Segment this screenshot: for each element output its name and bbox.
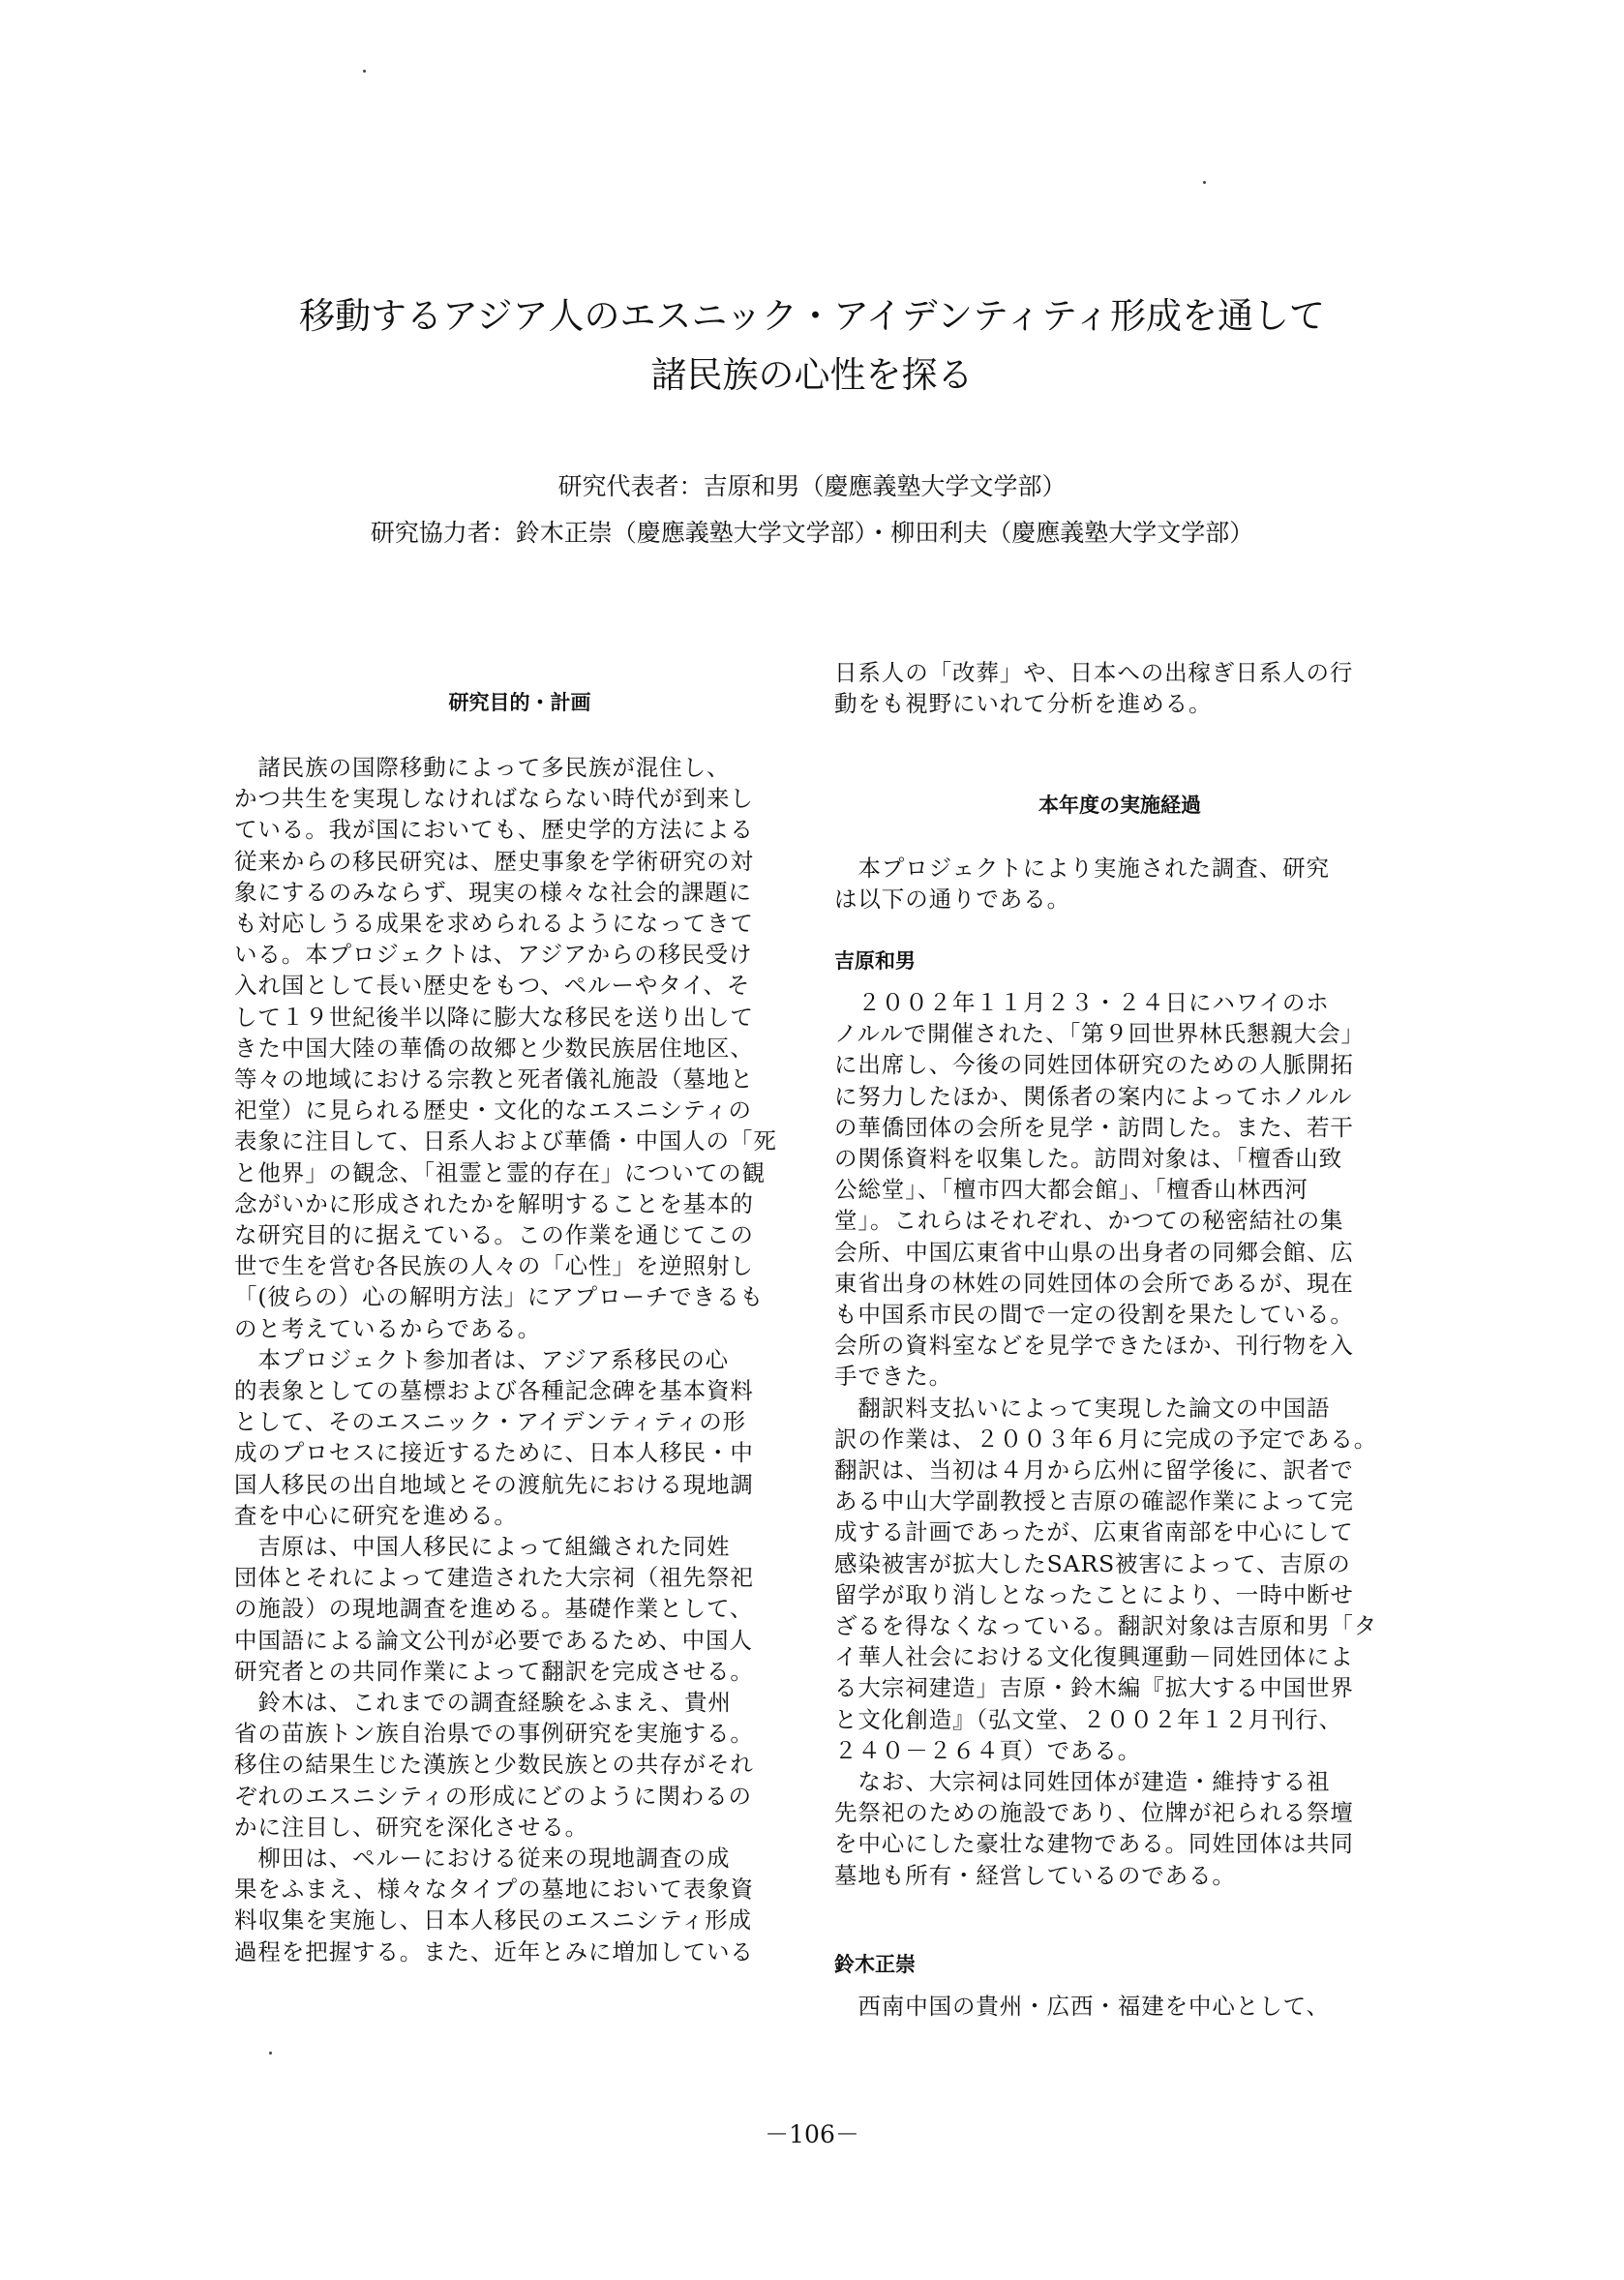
- text-line: ぞれのエスニシティの形成にどのように関わるの: [234, 1782, 752, 1810]
- text-line: 手できた。: [834, 1363, 952, 1391]
- text-line: 堂」。これらはそれぞれ、かつての秘密結社の集: [834, 1207, 1344, 1235]
- scan-speck: [1203, 181, 1206, 184]
- section-heading-progress: 本年度の実施経過: [1038, 794, 1201, 817]
- text-line: に出席し、今後の同姓団体研究のための人脈開拓: [834, 1051, 1354, 1079]
- text-line: も中国系市民の間で一定の役割を果たしている。: [834, 1301, 1354, 1328]
- text-line: 吉原は、中国人移民によって組織された同姓: [234, 1533, 731, 1560]
- text-span: 研究協力者：鈴木正崇（慶應義塾大学文学部）・柳田利夫（慶應義塾大学文学部）: [370, 519, 1254, 547]
- text-line: 諸民族の国際移動によって多民族が混住し、: [234, 754, 731, 781]
- text-line: と文化創造』（弘文堂、２００２年１２月刊行、: [834, 1705, 1343, 1733]
- principal-investigator: [0, 467, 1624, 502]
- text-line: 果をふまえ、様々なタイプの墓地において表象資: [234, 1875, 755, 1904]
- text-line: 査を中心に研究を進める。: [234, 1501, 518, 1529]
- text-line: 象にするのみならず、現実の様々な社会的課題に: [234, 878, 752, 906]
- page-number: －106－: [765, 2120, 859, 2148]
- text-line: ノルルで開催された、「第９回世界林氏懇親大会」: [834, 1020, 1365, 1048]
- text-line: 感染被害が拡大したSARS被害によって、吉原の: [834, 1549, 1351, 1577]
- text-line: 祀堂）に見られる歴史・文化的なエスニシティの: [234, 1096, 752, 1125]
- text-span: 研究代表者：吉原和男（慶應義塾大学文学部）: [557, 472, 1067, 500]
- text-line: 省の苗族トン族自治県での事例研究を実施する。: [234, 1720, 754, 1748]
- member-heading-suzuki: 鈴木正崇: [834, 1953, 916, 1976]
- text-line: に努力したほか、関係者の案内によってホノルル: [834, 1082, 1353, 1110]
- paper-title-line-2: [0, 345, 1624, 398]
- text-line: 東省出身の林姓の同姓団体の会所であるが、現在: [834, 1269, 1354, 1297]
- text-line: 表象に注目して、日系人および華僑・中国人の「死: [234, 1127, 777, 1155]
- text-line: 翻訳料支払いによって実現した論文の中国語: [834, 1394, 1331, 1422]
- text-line: は以下の通りである。: [834, 885, 1070, 914]
- text-line: 国人移民の出自地域とその渡航先における現地調: [234, 1470, 754, 1498]
- text-line: ている。我が国においても、歴史学的方法による: [234, 816, 754, 844]
- text-line: 鈴木は、これまでの調査経験をふまえ、貴州: [234, 1689, 732, 1716]
- text-line: る大宗祠建造」吉原・鈴木編『拡大する中国世界: [834, 1674, 1354, 1702]
- text-line: ざるを得なくなっている。翻訳対象は吉原和男「タ: [834, 1612, 1378, 1639]
- text-line: 訳の作業は、２００３年６月に完成の予定である。: [834, 1425, 1378, 1453]
- section-heading-purpose: 研究目的・計画: [448, 691, 591, 714]
- text-line: 会所の資料室などを見学できたほか、刊行物を入: [834, 1332, 1354, 1360]
- text-line: 本プロジェクトにより実施された調査、研究: [834, 855, 1330, 882]
- text-line: ２００２年１１月２３・２４日にハワイのホ: [834, 989, 1330, 1016]
- text-line: の華僑団体の会所を見学・訪問した。また、若干: [834, 1113, 1354, 1141]
- text-line: 西南中国の貴州・広西・福建を中心として、: [834, 1993, 1330, 2020]
- text-line: 団体とそれによって建造された大宗祠（祖先祭祀: [234, 1564, 754, 1592]
- text-line: も対応しうる成果を求められるようになってきて: [234, 910, 754, 937]
- text-line: 本プロジェクト参加者は、アジア系移民の心: [234, 1345, 729, 1373]
- text-line: の施設）の現地調査を進める。基礎作業として、: [234, 1595, 754, 1623]
- text-line: 入れ国として長い歴史をもつ、ペルーやタイ、そ: [234, 972, 751, 1000]
- co-investigators: [0, 514, 1624, 549]
- text-line: 世で生を営む各民族の人々の「心性」を逆照射し: [234, 1252, 754, 1280]
- text-line: 等々の地域における宗教と死者儀礼施設（墓地と: [234, 1065, 754, 1093]
- text-line: いる。本プロジェクトは、アジアからの移民受け: [234, 941, 753, 969]
- paper-title-line-1: [0, 286, 1624, 339]
- text-span: 移動するアジア人のエスニック・アイデンティティ形成を通して: [298, 295, 1326, 337]
- text-line: な研究目的に据えている。この作業を通じてこの: [234, 1221, 754, 1248]
- text-line: 公総堂」、「檀市四大都会館」、「檀香山林西河: [834, 1176, 1308, 1204]
- text-line: 墓地も所有・経営しているのである。: [834, 1861, 1236, 1889]
- text-line: 念がいかに形成されたかを解明することを基本的: [234, 1189, 754, 1217]
- text-line: と他界」の観念、「祖霊と霊的存在」についての観: [234, 1158, 766, 1186]
- text-line: 日系人の「改葬」や、日本への出稼ぎ日系人の行: [834, 659, 1354, 686]
- text-line: として、そのエスニック・アイデンティティの形: [234, 1408, 747, 1436]
- text-line: 従来からの移民研究は、歴史事象を学術研究の対: [234, 847, 754, 875]
- text-line: 的表象としての墓標および各種記念碑を基本資料: [234, 1377, 754, 1404]
- text-line: して１９世紀後半以降に膨大な移民を送り出して: [234, 1003, 754, 1031]
- text-line: 会所、中国広東省中山県の出身者の同郷会館、広: [834, 1238, 1354, 1266]
- text-line: 翻訳は、当初は４月から広州に留学後に、訳者で: [834, 1456, 1354, 1484]
- text-line: ２４０－２６４頁）である。: [834, 1736, 1142, 1764]
- member-heading-yoshihara: 吉原和男: [834, 949, 916, 973]
- text-span: 諸民族の心性を探る: [650, 354, 974, 396]
- text-line: 「(彼らの）心の解明方法」にアプローチできるも: [234, 1283, 764, 1311]
- text-line: ある中山大学副教授と吉原の確認作業によって完: [834, 1487, 1354, 1515]
- text-line: 成のプロセスに接近するために、日本人移民・中: [234, 1439, 754, 1467]
- text-line: の関係資料を収集した。訪問対象は、「檀香山致: [834, 1145, 1343, 1172]
- text-line: イ華人社会における文化復興運動－同姓団体によ: [834, 1643, 1354, 1671]
- text-line: のと考えているからである。: [234, 1314, 541, 1342]
- text-line: 成する計画であったが、広東省南部を中心にして: [834, 1518, 1354, 1546]
- text-line: かに注目し、研究を深化させる。: [234, 1813, 588, 1841]
- text-line: 研究者との共同作業によって翻訳を完成させる。: [234, 1657, 754, 1685]
- text-line: きた中国大陸の華僑の故郷と少数民族居住地区、: [234, 1034, 754, 1062]
- text-line: 先祭祀のための施設であり、位牌が祀られる祭壇: [834, 1799, 1354, 1827]
- text-line: 柳田は、ペルーにおける従来の現地調査の成: [234, 1845, 731, 1872]
- text-line: 動をも視野にいれて分析を進める。: [834, 690, 1213, 718]
- text-line: 過程を把握する。また、近年とみに増加している: [234, 1937, 754, 1965]
- text-line: を中心にした豪壮な建物である。同姓団体は共同: [834, 1830, 1354, 1858]
- text-line: かつ共生を実現しなければならない時代が到来し: [234, 785, 754, 813]
- scan-speck: [363, 70, 366, 73]
- text-line: 料収集を実施し、日本人移民のエスニシティ形成: [234, 1906, 752, 1935]
- text-line: 留学が取り消しとなったことにより、一時中断せ: [834, 1580, 1354, 1608]
- text-line: 中国語による論文公刊が必要であるため、中国人: [234, 1626, 753, 1654]
- text-line: 移住の結果生じた漢族と少数民族との共存がそれ: [234, 1751, 754, 1779]
- text-line: なお、大宗祠は同姓団体が建造・維持する祖: [834, 1768, 1331, 1795]
- scan-speck: [269, 2052, 272, 2055]
